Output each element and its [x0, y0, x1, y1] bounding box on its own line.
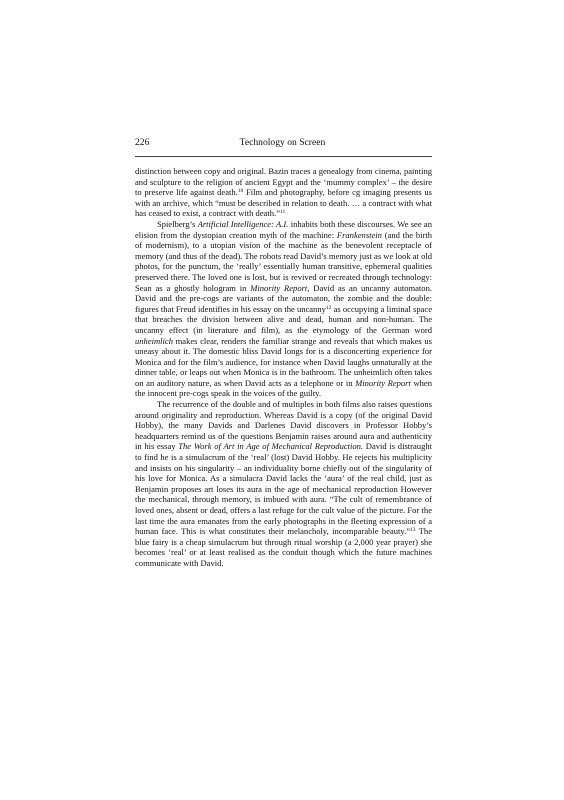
text-run: David as an uncanny automaton. David and the pre-cogs are variants of the automaton, the zombie and the double: figures that Freud identifies in his essay on the uncanny [135, 282, 432, 314]
italic-text: unheimlich [135, 335, 173, 346]
italic-text: Frankenstein [336, 229, 382, 240]
text-run: The recurrence of the double and of multiples in both films also raises questions around originality and reproduction. Whereas David is a copy (of the original David Hobby), the many Davids and Darlenes David discovers in Professor Hobby’s headquarters remind us of the questions Benjamin raises around aura and authenticity in his essay [135, 399, 432, 452]
footnote-marker: 13 [410, 527, 416, 534]
running-title: Technology on Screen [239, 137, 326, 148]
text-run: Film and photography, before cg imaging presents us with an archive, which “must be described in relation to death. … a contract with what has ceased to exist, a contract with death.” [135, 187, 432, 219]
footnote-marker: 12 [325, 304, 332, 311]
text-run: The blue fairy is a cheap simulacrum but through ritual worship (a 2,000 year prayer) she becomes ‘real’ or at least realised as the conduit though which the future machines communicate with David. [135, 526, 432, 568]
footnote-marker: 11 [280, 209, 286, 216]
paragraph [135, 166, 432, 219]
paragraph [135, 399, 432, 569]
text-run: inhabits both these discourses. We see an elision from the dystopian creation myth of the machine: [135, 218, 432, 240]
text-run: David is distraught to find he is a simulacrum of the ‘real’ (lost) David Hobby. He rejects his multiplicity and insists on his singularity – an individuality borne chiefly out of the singularity of his love for Monica. As a simulacra David lacks the ‘aura’ of the real child, just as Benjamin proposes art loses its aura in the age of mechanical reproduction However the mechanical, through memory, is imbued with aura. “The cult of remembrance of loved ones, absent or dead, offers a last refuge for the cult value of the picture. For the last time the aura emanates from the early photographs in the fleeting expression of a human face. This is what constitutes their melancholy, incomparable beauty.” [135, 441, 432, 537]
text-run: (and the birth of modernism), to a utopian vision of the machine as the benevolent receptacle of memory (and thus of the dead). The robots read David’s memory just as we look at old photos, for the punctum, the ‘really’ essentially human transitive, ephemeral qualities preserved there. The loved one is lost, but is revived or recreated through technology: Sean as a ghostly hologram in [135, 229, 433, 293]
italic-text: The Work of Art in Age of Mechanical Reproduction. [178, 441, 364, 452]
text-run: distinction between copy and original. Bazin traces a genealogy from cinema, painting and sculpture to the religion of ancient Egypt and the ‘mummy complex’ – the desire to preserve life against death. [135, 166, 432, 198]
italic-text: Minority Report, [250, 282, 310, 293]
page-number: 226 [135, 137, 150, 148]
italic-text: Artificial Intelligence: A.I. [197, 218, 289, 229]
text-run: makes clear, renders the familiar strange and reveals that which makes us uneasy about it. The domestic bliss David longs for is a disconcerting experience for Monica and for the film’s audience, for instance when David laughs unnaturally at the dinner table, or leaps out when Monica is in the bathroom. The unheimlich often takes on an auditory nature, as when David acts as a telephone or in [135, 335, 432, 388]
paragraph [135, 219, 432, 399]
body-text [135, 166, 432, 569]
text-run: Spielberg’s [157, 218, 198, 229]
italic-text: Minority Report [355, 377, 411, 388]
text-run: when the innocent pre-cogs speak in the voices of the guilty. [135, 377, 433, 399]
text-run: as occupying a liminal space that breaches the division between alive and dead, human and non-human. The uncanny effect (in literature and film), as the etymology of the German word [135, 303, 432, 335]
header-rule [135, 156, 432, 157]
footnote-marker: 10 [237, 188, 244, 195]
